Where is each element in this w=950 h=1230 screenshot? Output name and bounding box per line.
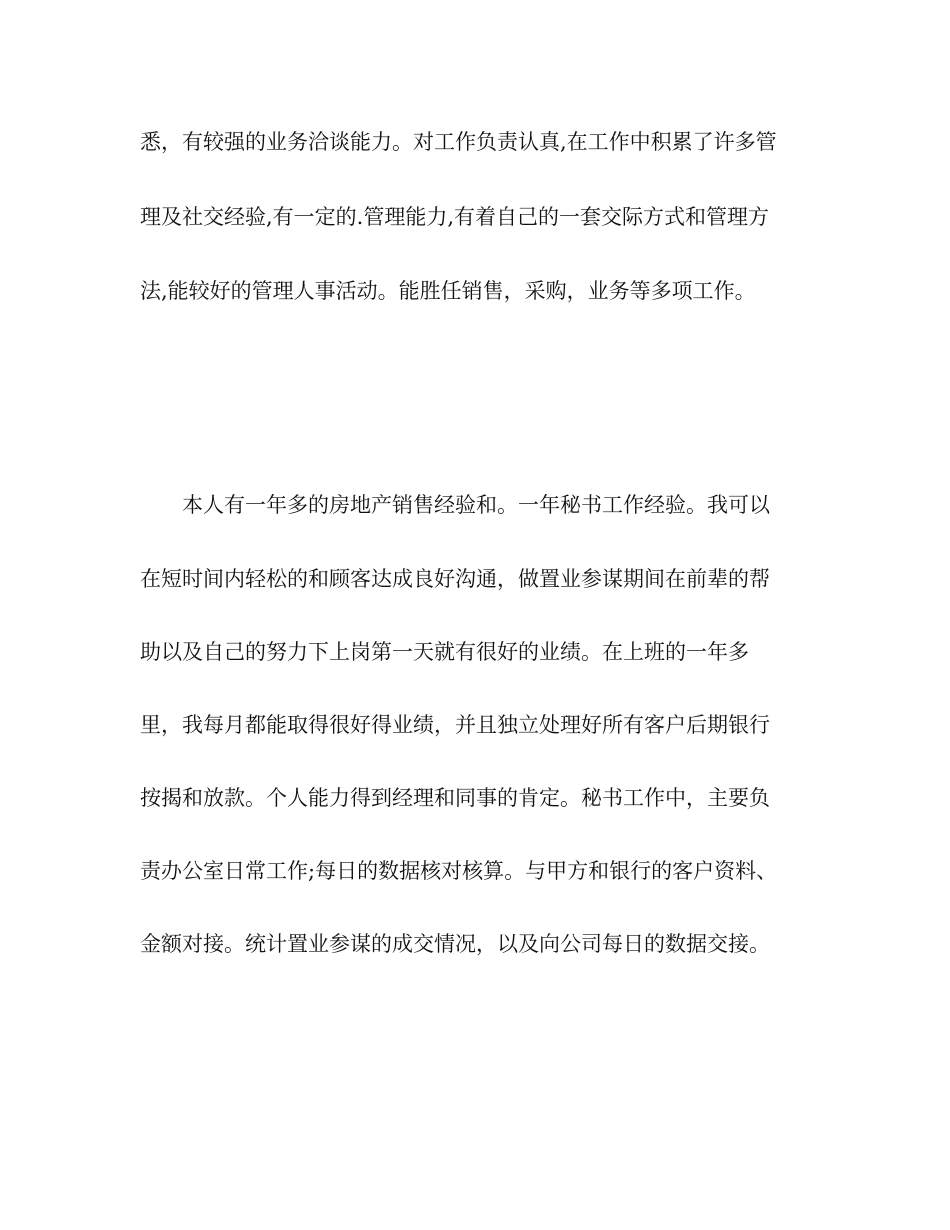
paragraph-2-line-1: 本人有一年多的房地产销售经验和。一年秘书工作经验。我可以	[182, 493, 770, 517]
paragraph-1-line-2: 理及社交经验,有一定的.管理能力,有着自己的一套交际方式和管理方	[140, 205, 770, 229]
paragraph-1-line-1: 悉，有较强的业务洽谈能力。对工作负责认真,在工作中积累了许多管	[140, 130, 777, 154]
paragraph-2-line-4: 里，我每月都能取得很好得业绩，并且独立处理好所有客户后期银行	[140, 713, 770, 737]
paragraph-2-line-7: 金额对接。统计置业参谋的成交情况，以及向公司每日的数据交接。	[140, 932, 770, 956]
paragraph-2-line-6: 责办公室日常工作;每日的数据核对核算。与甲方和银行的客户资料、	[140, 859, 778, 883]
paragraph-2-line-2: 在短时间内轻松的和顾客达成良好沟通，做置业参谋期间在前辈的帮	[140, 567, 770, 591]
paragraph-2-line-3: 助以及自己的努力下上岗第一天就有很好的业绩。在上班的一年多	[140, 640, 749, 664]
paragraph-1-line-3: 法,能较好的管理人事活动。能胜任销售，采购，业务等多项工作。	[140, 279, 756, 303]
paragraph-2-line-5: 按揭和放款。个人能力得到经理和同事的肯定。秘书工作中，主要负	[140, 786, 770, 810]
